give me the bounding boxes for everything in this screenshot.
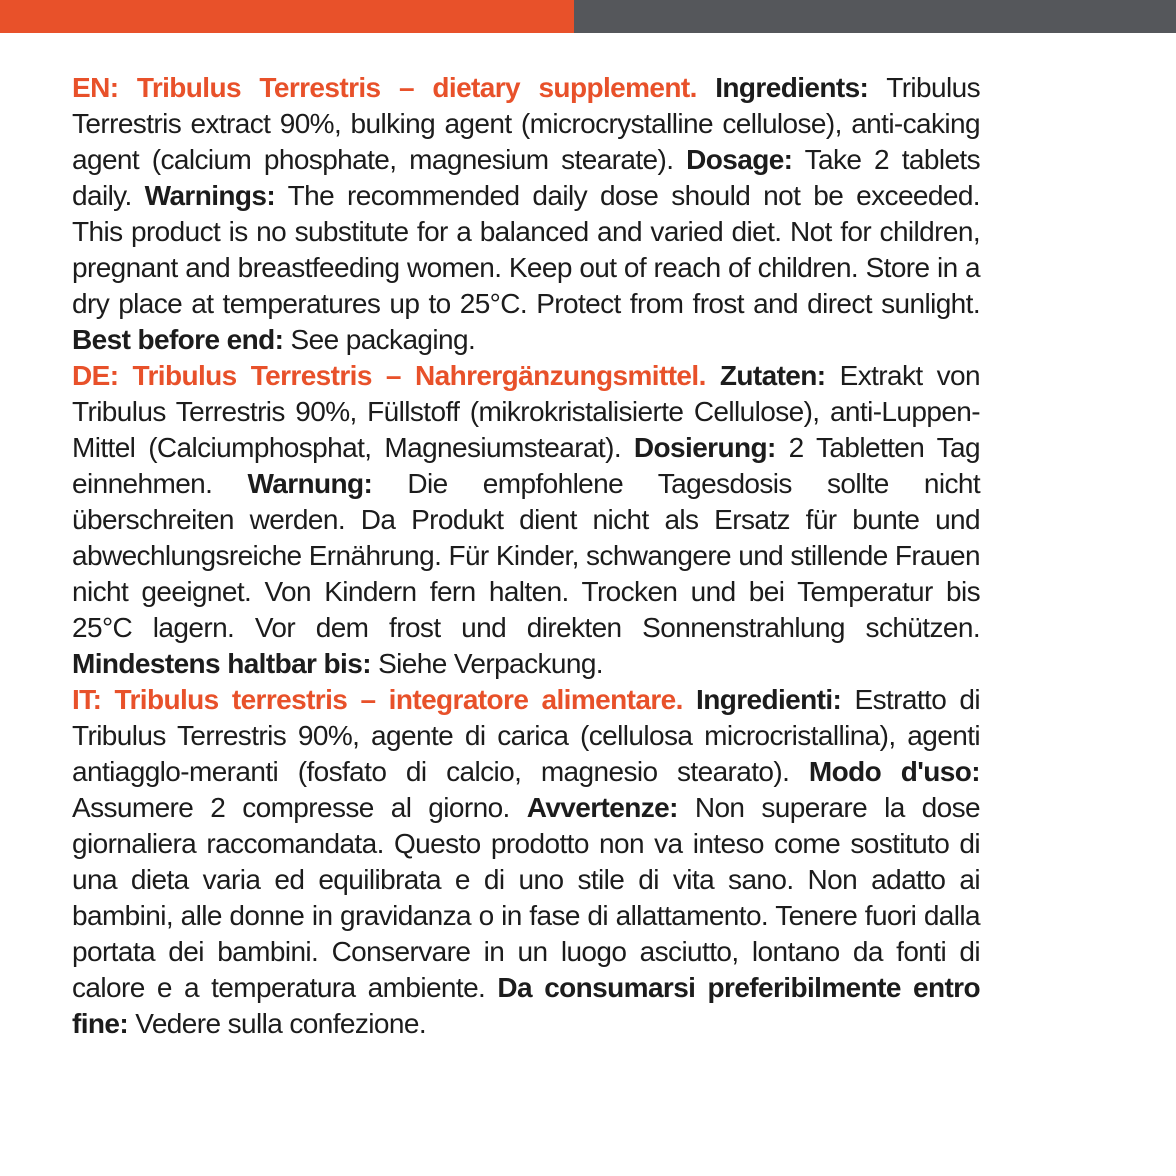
- en-ingredients-label: Ingredients:: [715, 72, 869, 103]
- top-bar-orange-segment: [0, 0, 574, 33]
- de-ingredients-text: Extrakt von Tribulus Terrestris 90%, Füllstoff (mikrokristalisierte Cellulose), anti-Luppen-Mittel (Calciumphosphat, Magnesiumstearat).: [72, 360, 980, 463]
- product-label-text: [72, 70, 980, 1042]
- de-warnings-text: Die empfohlene Tagesdosis sollte nicht überschreiten werden. Da Produkt dient nicht als Ersatz für bunte und abwechlungsreiche Ernährung. Für Kinder, schwangere und stillende Frauen nicht geeignet. Von Kindern fern halten. Trocken und bei Temperatur bis 25°C lagern. Vor dem frost und direkten Sonnenstrahlung schützen.: [72, 468, 980, 643]
- it-warnings-label: Avvertenze:: [526, 792, 678, 823]
- en-dosage-text: Take 2 tablets daily.: [72, 144, 981, 211]
- de-dosage-label: Dosierung:: [633, 432, 776, 463]
- top-bar-gray-segment: [574, 0, 1176, 33]
- de-heading: DE: Tribulus Terrestris – Nahrergänzungsmittel.: [72, 360, 706, 391]
- de-section: [72, 358, 980, 682]
- it-section: [72, 682, 980, 1042]
- en-warnings-label: Warnings:: [144, 180, 276, 211]
- en-heading: EN: Tribulus Terrestris – dietary supplement.: [72, 72, 697, 103]
- it-heading: IT: Tribulus terrestris – integratore alimentare.: [72, 684, 683, 715]
- it-dosage-text: Assumere 2 compresse al giorno.: [72, 792, 510, 823]
- en-best-before-label: Best before end:: [72, 324, 284, 355]
- en-ingredients-text: Tribulus Terrestris extract 90%, bulking agent (microcrystalline cellulose), anti-caking agent (calcium phosphate, magnesium stearate).: [72, 72, 980, 175]
- en-section: [72, 70, 980, 358]
- it-warnings-text: Non superare la dose giornaliera raccomandata. Questo prodotto non va inteso come sostituto di una dieta varia ed equilibrata e di uno stile di vita sano. Non adatto ai bambini, alle donne in gravidanza o in fase di allattamento. Tenere fuori dalla portata dei bambini. Conservare in un luogo asciutto, lontano da fonti di calore e a temperatura ambiente.: [72, 792, 980, 1003]
- it-ingredients-text: Estratto di Tribulus Terrestris 90%, agente di carica (cellulosa microcristallina), agenti antiagglo-meranti (fosfato di calcio, magnesio stearato).: [72, 684, 980, 787]
- it-ingredients-label: Ingredienti:: [696, 684, 842, 715]
- en-warnings-text: The recommended daily dose should not be exceeded. This product is no substitute for a balanced and varied diet. Not for children, pregnant and breastfeeding women. Keep out of reach of children. Store in a dry place at temperatures up to 25°C. Protect from frost and direct sunlight.: [72, 180, 980, 319]
- de-warnings-label: Warnung:: [247, 468, 373, 499]
- de-ingredients-label: Zutaten:: [719, 360, 826, 391]
- top-color-bar: [0, 0, 1176, 33]
- de-best-before-label: Mindestens haltbar bis:: [72, 648, 371, 679]
- de-dosage-text: 2 Tabletten Tag einnehmen.: [72, 432, 980, 499]
- it-best-before-label: Da consumarsi preferibilmente entro fine:: [72, 972, 980, 1039]
- it-best-before-text: Vedere sulla confezione.: [135, 1008, 426, 1039]
- it-dosage-label: Modo d'uso:: [808, 756, 980, 787]
- de-best-before-text: Siehe Verpackung.: [378, 648, 603, 679]
- en-best-before-text: See packaging.: [290, 324, 476, 355]
- en-dosage-label: Dosage:: [686, 144, 793, 175]
